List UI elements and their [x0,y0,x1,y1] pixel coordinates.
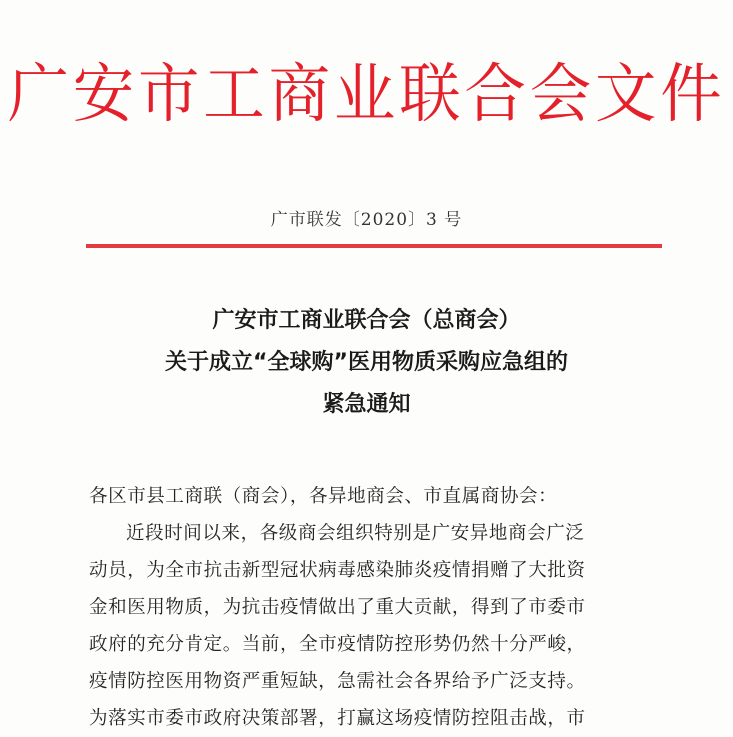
document-body [89,478,669,737]
document-title-line: 关于成立“全球购”医用物质采购应急组的 [165,350,568,375]
body-line: 政府的充分肯定。当前，全市疫情防控形势仍然十分严峻， [89,634,586,655]
body-line: 疫情防控医用物资严重短缺，急需社会各界给予广泛支持。 [89,671,586,692]
document-title [0,300,733,426]
document-number: 广市联发〔2020〕3 号 [270,210,463,230]
body-line: 金和医用物质，为抗击疫情做出了重大贡献，得到了市委市 [89,597,586,618]
body-line: 近段时间以来，各级商会组织特别是广安异地商会广泛 [126,523,585,544]
body-line: 为落实市委市政府决策部署，打赢这场疫情防控阻击战，市 [89,708,586,729]
masthead-title: 广安市工商业联合会文件 [7,58,726,132]
body-line: 动员，为全市抗击新型冠状病毒感染肺炎疫情捐赠了大批资 [89,560,586,581]
salutation: 各区市县工商联（商会），各异地商会、市直属商协会： [89,486,558,507]
document-title-line: 广安市工商业联合会（总商会） [212,308,521,333]
red-divider-line [86,244,662,248]
document-title-line: 紧急通知 [322,392,411,417]
